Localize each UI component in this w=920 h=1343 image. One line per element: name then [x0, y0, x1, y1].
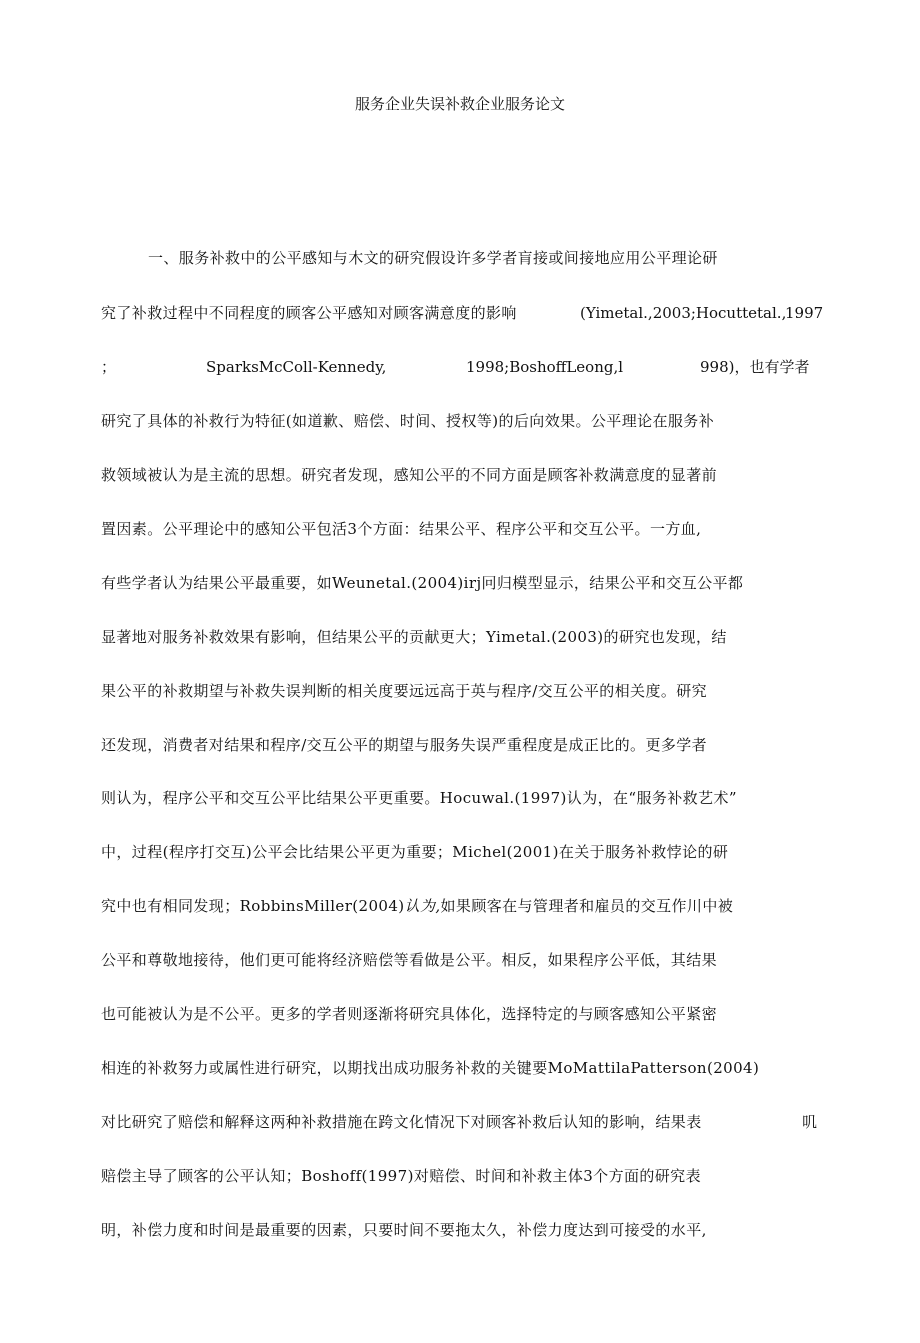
citation-semicolon: ；	[101, 358, 117, 376]
paragraph-line-9: 果公平的补救期望与补救失误判断的相关度要远远高于英与程序/交互公平的相关度。研究	[101, 682, 708, 700]
citation-year: 1997	[785, 304, 824, 322]
paragraph-line-10: 还发现，消费者对结果和程序/交互公平的期望与服务失误严重程度是成正比的。更多学者	[101, 736, 708, 754]
citation-text: 998)，也有学者	[700, 358, 810, 376]
paragraph-line-2: 究了补救过程中不同程度的顾客公平感知对顾客满意度的影响	[101, 304, 517, 322]
paragraph-line-4: 研究了具体的补救行为特征(如道歉、赔偿、时间、授权等)的后向效果。公平理论在服务补	[101, 412, 715, 430]
citation-text: (Yimetal.,2003;Hocuttetal.,	[580, 304, 787, 322]
stray-character: 叽	[802, 1113, 818, 1131]
paragraph-line-18: 赔偿主导了顾客的公平认知；Boshoff(1997)对赔偿、时间和补救主体3个方面的研究表	[101, 1167, 701, 1185]
paragraph-line-19: 明，补偿力度和时间是最重要的因素，只要时间不要拖太久，补偿力度达到可接受的水平,	[101, 1221, 707, 1239]
paragraph-line-8: 显著地对服务补救效果有影响，但结果公平的贡献更大；Yimetal.(2003)的研究也发现，结	[101, 628, 727, 646]
paragraph-line-16: 相连的补救努力或属性进行研究，以期找出成功服务补救的关键要MoMattilaPatterson(2004)	[101, 1059, 760, 1077]
line-text: 如果顾客在与管理者和雇员的交互作川中被	[440, 897, 734, 915]
paragraph-line-13	[101, 896, 733, 916]
paragraph-line-6: 置因素。公平理论中的感知公平包活3个方面：结果公平、程序公平和交互公平。一方血,	[101, 520, 702, 538]
paragraph-line-15: 也可能被认为是不公平。更多的学者则逐渐将研究具体化，选择特定的与顾客感知公平紧密	[101, 1005, 718, 1023]
paragraph-line-11: 则认为，程序公平和交互公平比结果公平更重要。Hocuwal.(1997)认为，在“服务补救艺术”	[101, 789, 737, 807]
paragraph-line-17: 对比研究了赔偿和解释这两种补救措施在跨文化情况下对顾客补救后认知的影响，结果表	[101, 1113, 702, 1131]
citation-text: 1998;BoshoffLeong,l	[466, 358, 624, 376]
document-title: 服务企业失误补救企业服务论文	[354, 95, 565, 113]
paragraph-line-5: 救领域被认为是主流的思想。研究者发现，感知公平的不同方面是顾客补救满意度的显著前	[101, 466, 718, 484]
citation-text: SparksMcColl-Kennedy,	[206, 358, 387, 376]
paragraph-line-12: 中，过程(程序打交互)公平会比结果公平更为重要；Michel(2001)在关于服务补救悖论的研	[101, 843, 729, 861]
paragraph-line-7: 有些学者认为结果公平最重要，如Weunetal.(2004)irj冋归模型显示，结果公平和交互公平都	[101, 574, 744, 592]
paragraph-line-1: 一、服务补救中的公平感知与木文的研究假设许多学者肓接或间接地应用公平理论研	[148, 249, 718, 267]
paragraph-line-14: 公平和尊敬地接待，他们更可能将经济赔偿等看做是公平。相反，如果程序公平低，其结果	[101, 951, 718, 969]
line-text: 究中也有相同发现；RobbinsMiller(2004)	[101, 897, 405, 915]
emphasized-text: 认为,	[404, 897, 441, 915]
